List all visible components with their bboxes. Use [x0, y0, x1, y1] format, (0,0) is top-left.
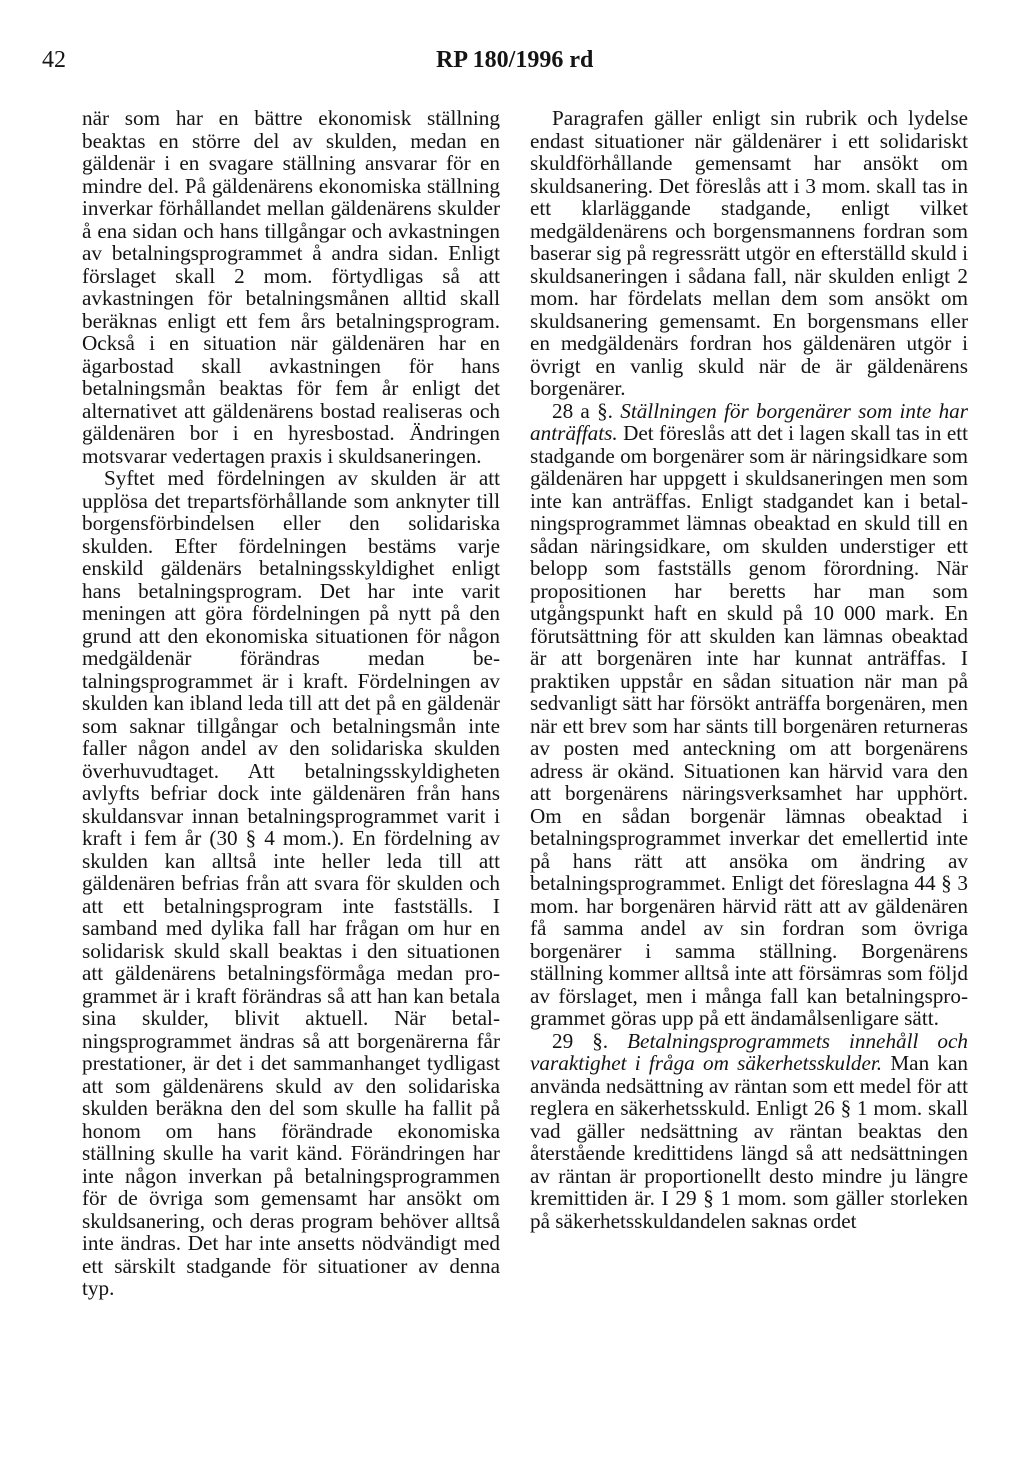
left-paragraph-1: när som har en bättre ekonomisk ställning beaktas en större del av skulden, medan en gäldenär i en svagare ställning ansvarar för en mindre del. På gäldenärens ekonomiska ställning inverkar förhållandet mellan gäldenärens skulder å ena sidan och hans tillgångar och avkastningen av betalningsprogrammet å andra sidan. Enligt förslaget skall 2 mom. förtydligas så att avkastningen för betalningsmånen alltid skall beräknas enligt ett fem års betalningsprogram. Också i en situation när gäldenären har en ägarbostad skall avkastningen för hans betalningsmån beaktas för fem år enligt det alternativet att gäldenärens bostad realiseras och gäldenären bor i en hyresbostad. Ändringen motsvarar vedertagen praxis i skuldsaneringen. — [82, 106, 500, 468]
right-paragraph-1: Paragrafen gäller enligt sin rubrik och lydelse endast situationer när gäldenärer i ett solidariskt skuldförhållande gemensamt har ansökt om skuldsanering. Det föreslås att i 3 mom. skall tas in ett klarläggande stadgande, enligt vilket medgäldenärens och borgensmannens fordran som baserar sig på regressrätt utgör en efterställd skuld i skuldsaneringen i sådana fall, när skulden enligt 2 mom. har fördelats mellan dem som ansökt om skuldsanering gemensamt. En borgensmans eller en medgäldenärs fordran hos gäldenären utgör i övrigt en vanlig skuld när de är gäldenärens borgenärer. — [530, 106, 968, 400]
section-28a-number: 28 a §. — [552, 398, 613, 423]
section-28a — [530, 400, 968, 1030]
section-29-body: Man kan använda nedsättning av räntan som ett medel för att reglera en säkerhetsskuld. Enligt 26 § 1 mom. skall vad gäller nedsättning av räntan beaktas den återstående kredittidens längd så att nedsättningen av räntan är proportionellt desto mindre ju längre kremittiden är. I 29 § 1 mom. som gäller storleken på säkerhetsskuldandelen saknas ordet — [530, 1051, 968, 1233]
left-paragraph-2: Syftet med fördelningen av skulden är att upplösa det trepartsförhållande som anknyter till borgensförbindelsen eller den solidariska skulden. Efter fördelningen bestäms varje enskild gäldenärs betalningsskyldighet enligt hans betalningsprogram. Det har inte varit meningen att göra fördelningen på nytt på den grund att den ekonomiska situationen för någon medgäldenär förändras medan betalningsprogrammet är i kraft. Fördelningen av skulden kan ibland leda till att det på en gäldenär som saknar tillgångar och betalningsmån inte faller någon andel av den solidariska skulden överhuvudtaget. Att betalningsskyldigheten avlyfts befriar dock inte gäldenären från hans skuldansvar innan betalningsprogrammet varit i kraft i fem år (30 § 4 mom.). En fördelning av skulden kan alltså inte heller leda till att gäldenären befrias från att svara för skulden och att ett betalningsprogram inte fastställs. I samband med dylika fall har frågan om hur en solidarisk skuld skall beaktas i den situationen att gäldenärens betalningsförmåga medan programmet är i kraft förändras så att han kan betala sina skulder, blivit aktuell. När betalningsprogrammet ändras så att borgenärerna får prestationer, är det i det sammanhanget tydligast att som gäldenärens skuld av den solidariska skulden beräkna den del som skulle ha fallit på honom om hans förändrade ekonomiska ställning skulle ha varit känd. Förändringen har inte någon inverkan på betalningsprogrammen för de övriga som gemensamt har ansökt om skuldsanering, och deras program behöver alltså inte ändras. Det har inte ansetts nödvändigt med ett särskilt stadgande för situationer av denna typ. — [82, 466, 500, 1300]
section-28a-title: Ställningen för borgenärer som inte har anträffats. — [530, 398, 968, 445]
section-29 — [530, 1030, 968, 1233]
right-column — [530, 107, 968, 1232]
left-column — [82, 107, 500, 1300]
section-29-title: Betalningsprogrammets innehåll och varaktighet i fråga om säkerhetsskulder. — [530, 1028, 969, 1075]
section-28a-body: Det föreslås att det i lagen skall tas in ett stadgande om borgenärer som är näringsidkare som gäldenären har uppgett i skuldsaneringen men som inte kan anträffas. Enligt stadgandet kan i betalningsprogrammet lämnas obeaktad en skuld till en sådan näringsidkare, om skulden understiger ett belopp som fastställs genom förordning. När propositionen har beretts har man som utgångspunkt haft en skuld på 10 000 mark. En förutsättning för att skulden kan lämnas obeaktad är att borgenären inte har kunnat anträffas. I praktiken uppstår en sådan situation när man på sedvanligt sätt har försökt anträffa borgenären, men när ett brev som har sänts till borgenären returneras av posten med anteckning om att borgenärens adress är okänd. Situationen kan härvid vara den att borgenärens näringsverksamhet har upphört. Om en sådan borgenär lämnas obeaktad i betalningsprogrammet inverkar det emellertid inte på hans rätt att ansöka om ändring av betalningsprogrammet. Enligt det föreslagna 44 § 3 mom. har borgenären härvid rätt att av gäldenären få samma andel av sin fordran som övriga borgenärer i samma ställning. Borgenärens ställning kommer alltså inte att försämras som följd av förslaget, men i många fall kan betalningsprogrammet göras upp på ett ändamålsenligare sätt. — [530, 421, 968, 1030]
section-29-number: 29 §. — [552, 1028, 609, 1053]
page-number: 42 — [42, 47, 66, 73]
document-reference: RP 180/1996 rd — [436, 47, 594, 73]
